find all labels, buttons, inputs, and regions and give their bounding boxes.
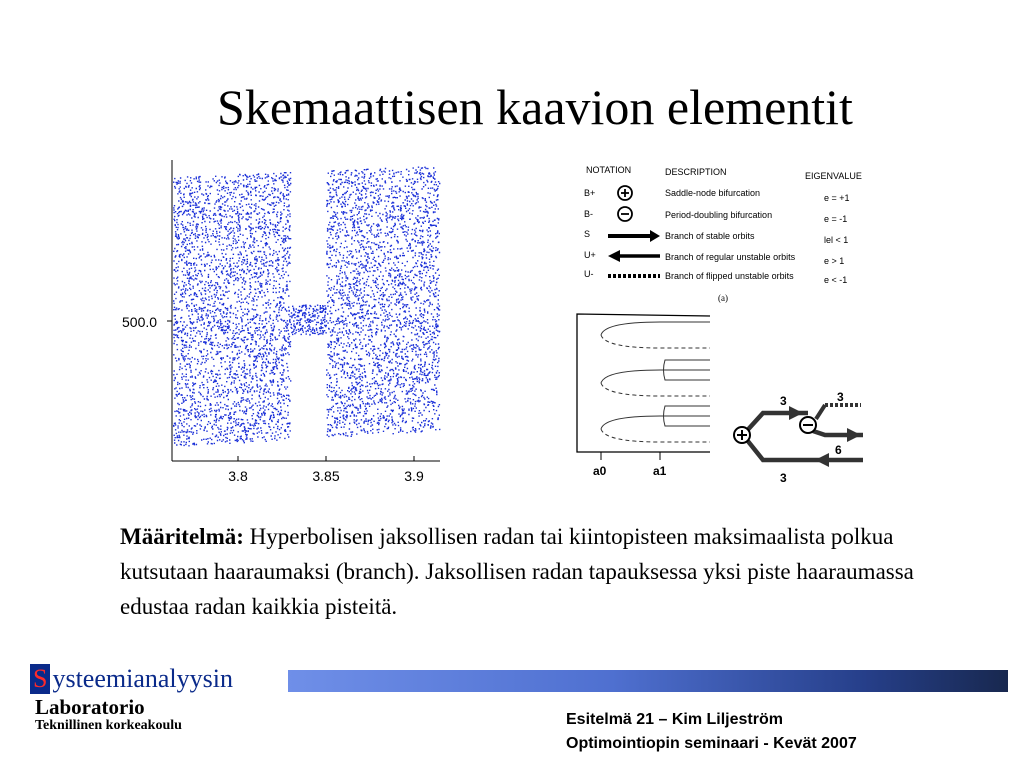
bifurcation-plot-svg (118, 155, 448, 490)
logo-initial: S (30, 664, 50, 694)
footer-gradient-bar (288, 670, 1008, 692)
eigenvalue-regular-unstable: e > 1 (824, 256, 845, 266)
definition-body: Hyperbolisen jaksollisen radan tai kiintopisteen maksimaalista polkua kutsutaan haaraumaksi (branch). Jaksollisen radan tapauksessa yksi piste haaraumassa edustaa radan kaikkia pisteitä. (120, 524, 914, 619)
label-doubled: 6 (835, 443, 842, 457)
description-flipped-unstable: Branch of flipped unstable orbits (665, 271, 794, 281)
notation-table (568, 155, 878, 305)
eigenvalue-stable: lel < 1 (824, 235, 849, 245)
lower-arrow (815, 453, 829, 467)
bifurcation-plot (118, 155, 448, 490)
notation-b-minus: B- (584, 209, 593, 219)
lower-branch (743, 435, 863, 460)
description-regular-unstable: Branch of regular unstable orbits (665, 252, 796, 262)
plus-circle-icon (734, 427, 750, 443)
x-tick-label: 3.9 (404, 468, 424, 484)
a0-label: a0 (593, 464, 607, 478)
eigenvalue-minus-one: e = -1 (824, 214, 848, 224)
header-eigenvalue: EIGENVALUE (805, 171, 862, 181)
slide-title: Skemaattisen kaavion elementit (217, 79, 853, 135)
notation-b-plus: B+ (584, 188, 596, 198)
footer-line-presentation: Esitelmä 21 – Kim Liljeström (566, 711, 783, 728)
footer-info (566, 708, 857, 756)
branch-diagram-svg (565, 308, 725, 493)
eigenvalue-plus-one: e = +1 (824, 193, 850, 203)
upper-branch (743, 413, 808, 435)
upper-arrow (789, 406, 803, 420)
scatter-points (173, 167, 440, 446)
notation-table-svg (568, 155, 878, 305)
description-saddle-node: Saddle-node bifurcation (665, 188, 761, 198)
figure-caption: (a) (718, 293, 728, 303)
eigenvalue-flipped-unstable: e < -1 (824, 275, 848, 285)
flow-diagram-svg (725, 385, 875, 490)
description-stable: Branch of stable orbits (665, 231, 755, 241)
notation-u-plus: U+ (584, 250, 596, 260)
definition-term: Määritelmä: (120, 524, 244, 549)
flipped-connector (816, 405, 825, 419)
definition-text (120, 519, 960, 624)
branch-diagram (565, 308, 725, 493)
minus-circle-icon (618, 207, 632, 221)
header-notation: NOTATION (586, 165, 632, 175)
bifurcation-points (173, 167, 440, 446)
footer-line-seminar: Optimointiopin seminaari - Kevät 2007 (566, 735, 857, 752)
y-tick-label: 500.0 (122, 314, 158, 330)
notation-u-minus: U- (584, 269, 594, 279)
x-tick-label: 3.85 (312, 468, 340, 484)
a1-label: a1 (653, 464, 667, 478)
label-flipped: 3 (837, 390, 844, 404)
x-tick-label: 3.8 (228, 468, 248, 484)
arrow-icon (608, 250, 660, 262)
plus-circle-icon (618, 186, 632, 200)
logo-university: Teknillinen korkeakoulu (35, 718, 182, 733)
label-lower: 3 (780, 471, 787, 485)
flow-diagram (725, 385, 875, 490)
lab-logo (30, 664, 233, 734)
logo-laboratorio: Laboratorio (35, 695, 145, 719)
header-description: DESCRIPTION (665, 167, 727, 177)
branch-curves (601, 322, 710, 442)
minus-circle-icon (800, 417, 816, 433)
period-doubled-arrow (847, 428, 861, 442)
logo-word: ysteemianalyysin (52, 664, 233, 693)
notation-s: S (584, 229, 591, 239)
description-period-doubling: Period-doubling bifurcation (665, 210, 773, 220)
thick-arrow-icon (608, 230, 660, 242)
label-upper: 3 (780, 394, 787, 408)
branch-frame (577, 314, 710, 452)
